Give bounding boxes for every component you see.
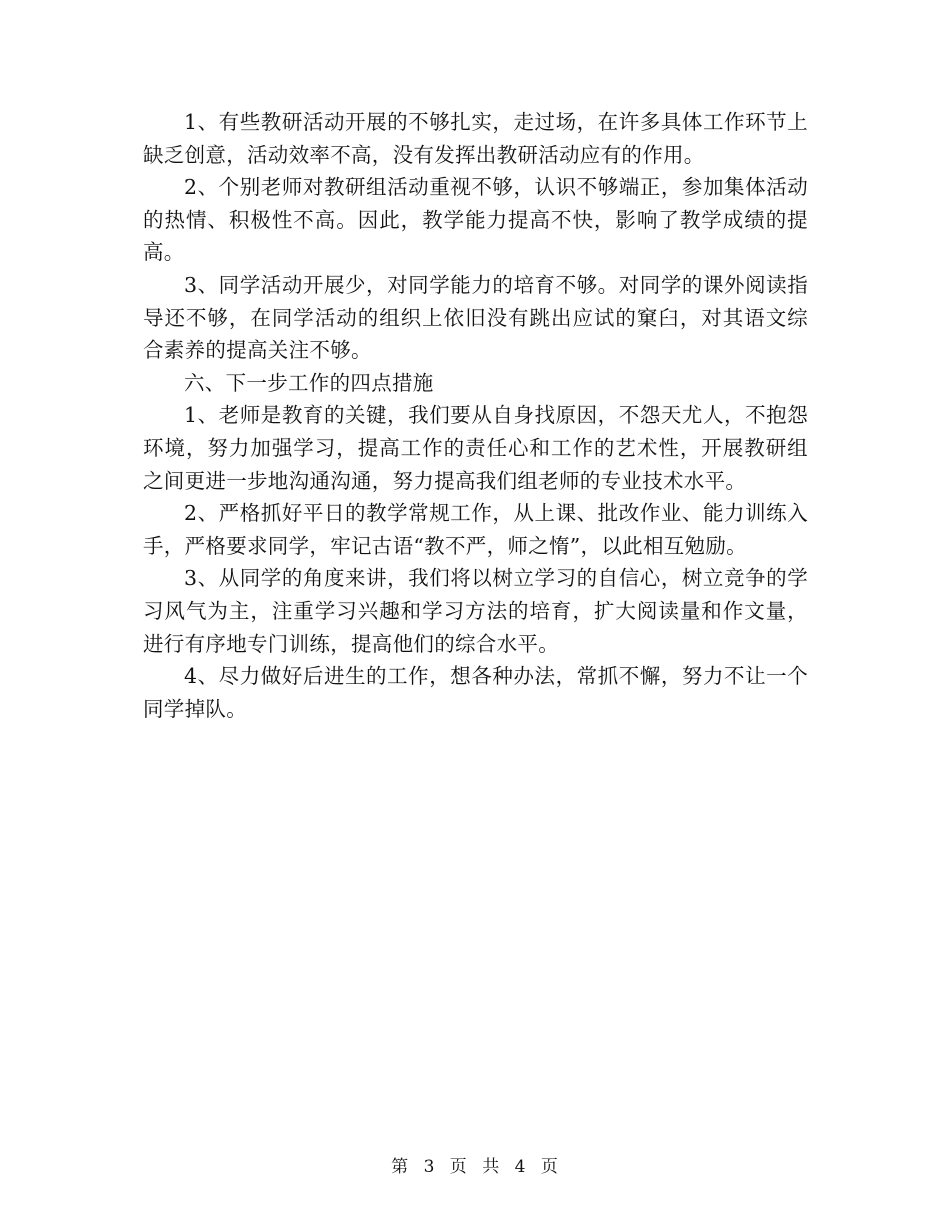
- section-heading: 六、下一步工作的四点措施: [184, 370, 434, 395]
- document-body: [143, 106, 808, 725]
- paragraph-measure-4: 4、尽力做好后进生的工作，想各种办法，常抓不懈，努力不让一个同学掉队。: [143, 664, 808, 721]
- paragraph-measure-3: 3、从同学的角度来讲，我们将以树立学习的自信心，树立竞争的学习风气为主，注重学习兴趣和学习方法的培育，扩大阅读量和作文量，进行有序地专门训练，提高他们的综合水平。: [143, 566, 808, 656]
- paragraph-problem-1: 1、有些教研活动开展的不够扎实，走过场，在许多具体工作环节上缺乏创意，活动效率不高，没有发挥出教研活动应有的作用。: [143, 110, 808, 167]
- paragraph-measure-1: 1、老师是教育的关键，我们要从自身找原因，不怨天尤人，不抱怨环境，努力加强学习，提高工作的责任心和工作的艺术性，开展教研组之间更进一步地沟通沟通，努力提高我们组老师的专业技术水平。: [143, 403, 808, 493]
- page-footer: 第 3 页 共 4 页: [391, 1157, 559, 1177]
- paragraph-problem-2: 2、个别老师对教研组活动重视不够，认识不够端正，参加集体活动的热情、积极性不高。因此，教学能力提高不快，影响了教学成绩的提高。: [143, 175, 808, 265]
- paragraph-measure-2: 2、严格抓好平日的教学常规工作，从上课、批改作业、能力训练入手，严格要求同学，牢记古语“教不严，师之惰”，以此相互勉励。: [143, 501, 808, 558]
- paragraph-problem-3: 3、同学活动开展少，对同学能力的培育不够。对同学的课外阅读指导还不够，在同学活动的组织上依旧没有跳出应试的窠臼，对其语文综合素养的提高关注不够。: [143, 272, 808, 363]
